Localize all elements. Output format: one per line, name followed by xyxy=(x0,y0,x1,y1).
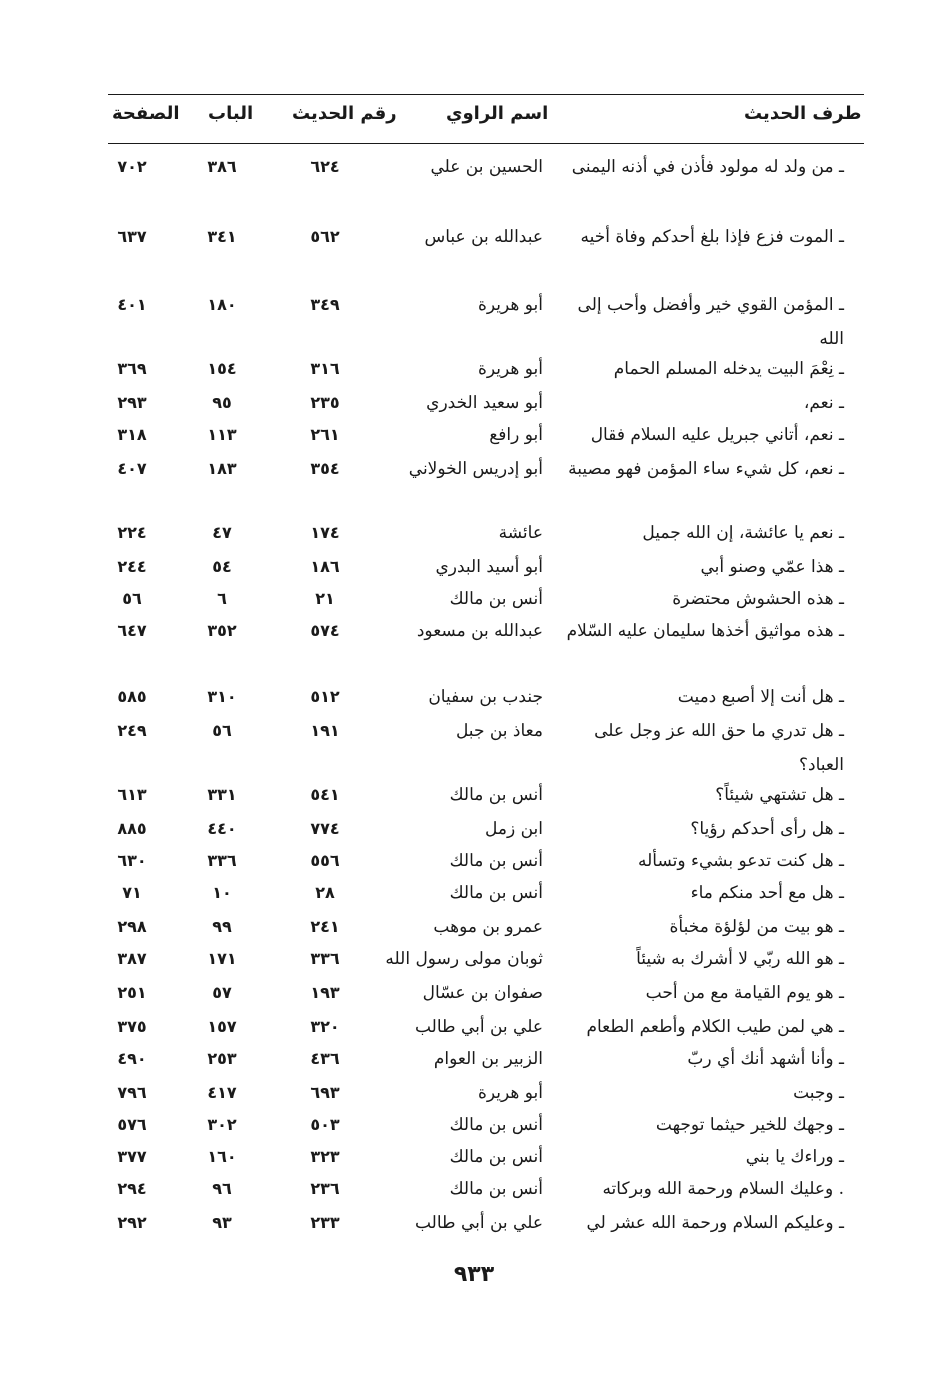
hadith-number-cell: ٢٣٦ xyxy=(310,1179,340,1198)
phrase-cell: ـ هل كنت تدعو بشيء وتسأله xyxy=(638,851,844,871)
hadith-number-cell: ٣٣٦ xyxy=(310,949,340,968)
narrator-cell: عائشة xyxy=(498,523,543,543)
page-number-cell: ٣٧٧ xyxy=(117,1147,147,1166)
narrator-cell: أنس بن مالك xyxy=(449,1147,543,1167)
narrator-cell: عمرو بن موهب xyxy=(433,917,543,937)
narrator-cell: أبو هريرة xyxy=(477,359,543,379)
chapter-cell: ١١٣ xyxy=(207,425,237,444)
narrator-cell: عبدالله بن عباس xyxy=(424,227,543,247)
hadith-number-cell: ٣٢٣ xyxy=(310,1147,340,1166)
hadith-number-cell: ٥٠٣ xyxy=(310,1115,340,1134)
header-narrator: اسم الراوي xyxy=(446,103,549,124)
page-number-cell: ٤٠٧ xyxy=(117,459,147,478)
chapter-cell: ٣١٠ xyxy=(207,687,237,706)
hadith-number-cell: ٢٤١ xyxy=(310,917,340,936)
page-number-cell: ٣٧٥ xyxy=(117,1017,147,1036)
narrator-cell: صفوان بن عسّال xyxy=(422,983,543,1003)
narrator-cell: أبو سعيد الخدري xyxy=(426,393,543,413)
hadith-number-cell: ١٩٣ xyxy=(310,983,340,1002)
hadith-number-cell: ٢٨ xyxy=(315,883,335,902)
phrase-cell: ـ وجبت xyxy=(793,1083,844,1103)
chapter-cell: ٥٦ xyxy=(212,721,232,740)
page-number-cell: ٧١ xyxy=(122,883,142,902)
phrase-cell: ـ الموت فزع فإذا بلغ أحدكم وفاة أخيه xyxy=(580,227,844,247)
hadith-number-cell: ٣٥٤ xyxy=(310,459,340,478)
hadith-number-cell: ٤٣٦ xyxy=(310,1049,340,1068)
chapter-cell: ٦ xyxy=(217,589,227,608)
chapter-cell: ١٨٠ xyxy=(207,295,237,314)
phrase-cell: ـ المؤمن القوي خير وأفضل وأحب إلى الله xyxy=(577,295,844,349)
hadith-number-cell: ٣٤٩ xyxy=(310,295,340,314)
narrator-cell: علي بن أبي طالب xyxy=(414,1017,543,1037)
chapter-cell: ١٧١ xyxy=(207,949,237,968)
phrase-cell: ـ نعم، كل شيء ساء المؤمن فهو مصيبة xyxy=(568,459,844,479)
header-page: الصفحة xyxy=(112,103,180,124)
hadith-number-cell: ٦٢٤ xyxy=(310,157,340,176)
chapter-cell: ١٥٤ xyxy=(207,359,237,378)
narrator-cell: ابن زمل xyxy=(485,819,543,839)
page-number-cell: ٢٥١ xyxy=(117,983,147,1002)
phrase-cell: ـ نعم، xyxy=(803,393,844,413)
phrase-cell: ـ هل تدري ما حق الله عز وجل على العباد؟ xyxy=(594,721,844,775)
page-number-cell: ٢٩٢ xyxy=(117,1213,147,1232)
phrase-cell: ـ وأنا أشهد أنك أي ربّ xyxy=(687,1049,844,1069)
narrator-cell: أبو هريرة xyxy=(477,295,543,315)
chapter-cell: ٥٧ xyxy=(212,983,232,1002)
phrase-cell: ـ نعم يا عائشة، إن الله جميل xyxy=(642,523,844,543)
hadith-number-cell: ٧٧٤ xyxy=(310,819,340,838)
chapter-cell: ٩٦ xyxy=(212,1179,232,1198)
phrase-cell: ـ من ولد له مولود فأذن في أذنه اليمنى xyxy=(571,157,844,177)
hadith-number-cell: ٢٦١ xyxy=(310,425,340,444)
narrator-cell: أبو رافع xyxy=(489,425,543,445)
hadith-number-cell: ٥٤١ xyxy=(310,785,340,804)
narrator-cell: أنس بن مالك xyxy=(449,1115,543,1135)
narrator-cell: أبو إدريس الخولاني xyxy=(408,459,543,479)
top-rule xyxy=(108,94,864,95)
page-number-cell: ٤٩٠ xyxy=(117,1049,147,1068)
chapter-cell: ٩٣ xyxy=(212,1213,232,1232)
chapter-cell: ٣٤١ xyxy=(207,227,237,246)
narrator-cell: جندب بن سفيان xyxy=(428,687,543,707)
phrase-cell: ـ وراءك يا بني xyxy=(745,1147,844,1167)
page-number-cell: ٢٤٤ xyxy=(117,557,147,576)
narrator-cell: أبو أسيد البدري xyxy=(435,557,543,577)
hadith-number-cell: ٥٦٢ xyxy=(310,227,340,246)
phrase-cell: ـ هذه الحشوش محتضرة xyxy=(672,589,844,609)
page-number-cell: ٢٤٩ xyxy=(117,721,147,740)
page-number-cell: ٢٢٤ xyxy=(117,523,147,542)
page-number-cell: ٦٣٧ xyxy=(117,227,147,246)
chapter-cell: ٣٣٦ xyxy=(207,851,237,870)
hadith-number-cell: ٥٧٤ xyxy=(310,621,340,640)
phrase-cell: ـ نعم، أتاني جبريل عليه السلام فقال xyxy=(590,425,844,445)
narrator-cell: الزبير بن العوام xyxy=(433,1049,543,1069)
page-number-cell: ٥٨٥ xyxy=(117,687,147,706)
header-hadith-number: رقم الحديث xyxy=(292,103,397,124)
page-number-cell: ٤٠١ xyxy=(117,295,147,314)
hadith-number-cell: ٥٥٦ xyxy=(310,851,340,870)
narrator-cell: عبدالله بن مسعود xyxy=(416,621,543,641)
phrase-cell: ـ نِعْمَ البيت يدخله المسلم الحمام xyxy=(613,359,844,379)
page-number-cell: ٦١٣ xyxy=(117,785,147,804)
page-number-cell: ٢٩٨ xyxy=(117,917,147,936)
narrator-cell: أنس بن مالك xyxy=(449,883,543,903)
narrator-cell: أنس بن مالك xyxy=(449,589,543,609)
narrator-cell: الحسين بن علي xyxy=(430,157,543,177)
hadith-number-cell: ١٩١ xyxy=(310,721,340,740)
phrase-cell: ـ هل أنت إلا أصبع دميت xyxy=(677,687,844,707)
phrase-cell: ـ هو يوم القيامة مع من أحب xyxy=(645,983,844,1003)
hadith-number-cell: ١٧٤ xyxy=(310,523,340,542)
page-number-cell: ٧٠٢ xyxy=(117,157,147,176)
hadith-number-cell: ١٨٦ xyxy=(310,557,340,576)
chapter-cell: ١٥٧ xyxy=(207,1017,237,1036)
narrator-cell: معاذ بن جبل xyxy=(455,721,543,741)
narrator-cell: أبو هريرة xyxy=(477,1083,543,1103)
header-phrase: طرف الحديث xyxy=(744,103,862,124)
page-number-cell: ٦٤٧ xyxy=(117,621,147,640)
chapter-cell: ٣٥٢ xyxy=(207,621,237,640)
page-number-cell: ٣١٨ xyxy=(117,425,147,444)
chapter-cell: ٢٥٣ xyxy=(207,1049,237,1068)
page-number-cell: ٧٩٦ xyxy=(117,1083,147,1102)
chapter-cell: ١٨٣ xyxy=(207,459,237,478)
chapter-cell: ١٠ xyxy=(212,883,232,902)
chapter-cell: ١٦٠ xyxy=(207,1147,237,1166)
narrator-cell: علي بن أبي طالب xyxy=(414,1213,543,1233)
page-number-cell: ٥٧٦ xyxy=(117,1115,147,1134)
hadith-number-cell: ٣١٦ xyxy=(310,359,340,378)
phrase-cell: ـ وعليكم السلام ورحمة الله عشر لي xyxy=(586,1213,844,1233)
page-number: ٩٣٣ xyxy=(453,1262,495,1287)
chapter-cell: ٩٥ xyxy=(212,393,232,412)
page-number-cell: ٢٩٤ xyxy=(117,1179,147,1198)
chapter-cell: ٤٧ xyxy=(212,523,232,542)
header-chapter: الباب xyxy=(208,103,254,124)
hadith-number-cell: ٢٣٥ xyxy=(310,393,340,412)
chapter-cell: ٤١٧ xyxy=(207,1083,237,1102)
phrase-cell: ـ هو بيت من لؤلؤة مخبأة xyxy=(669,917,844,937)
phrase-cell: ـ هل مع أحد منكم ماء xyxy=(690,883,844,903)
chapter-cell: ٥٤ xyxy=(212,557,232,576)
hadith-number-cell: ٢١ xyxy=(315,589,335,608)
phrase-cell: ـ هذا عمّي وصنو أبي xyxy=(700,557,844,577)
phrase-cell: ـ وجهك للخير حيثما توجهت xyxy=(655,1115,844,1135)
page-number-cell: ٢٩٣ xyxy=(117,393,147,412)
narrator-cell: ثوبان مولى رسول الله xyxy=(385,949,543,969)
hadith-number-cell: ٦٩٣ xyxy=(310,1083,340,1102)
hadith-number-cell: ٣٢٠ xyxy=(310,1017,340,1036)
phrase-cell: ـ هي لمن طيب الكلام وأطعم الطعام xyxy=(586,1017,844,1037)
chapter-cell: ٩٩ xyxy=(212,917,232,936)
page-number-cell: ٣٦٩ xyxy=(117,359,147,378)
phrase-cell: ـ هذه مواثيق أخذها سليمان عليه السّلام xyxy=(566,621,844,641)
chapter-cell: ٣٣١ xyxy=(207,785,237,804)
phrase-cell: ـ هو الله ربّي لا أشرك به شيئاً xyxy=(636,949,844,969)
narrator-cell: أنس بن مالك xyxy=(449,1179,543,1199)
page-number-cell: ٥٦ xyxy=(122,589,142,608)
chapter-cell: ٣٨٦ xyxy=(207,157,237,176)
phrase-cell: . وعليك السلام ورحمة الله وبركاته xyxy=(602,1179,844,1199)
phrase-cell: ـ هل رأى أحدكم رؤيا؟ xyxy=(690,819,844,839)
phrase-cell: ـ هل تشتهي شيئاً؟ xyxy=(715,785,844,805)
narrator-cell: أنس بن مالك xyxy=(449,785,543,805)
header-rule xyxy=(108,143,864,144)
narrator-cell: أنس بن مالك xyxy=(449,851,543,871)
page-number-cell: ٣٨٧ xyxy=(117,949,147,968)
hadith-number-cell: ٥١٢ xyxy=(310,687,340,706)
hadith-number-cell: ٢٣٣ xyxy=(310,1213,340,1232)
page-number-cell: ٦٣٠ xyxy=(117,851,147,870)
chapter-cell: ٤٤٠ xyxy=(207,819,237,838)
page-number-cell: ٨٨٥ xyxy=(117,819,147,838)
chapter-cell: ٣٠٢ xyxy=(207,1115,237,1134)
